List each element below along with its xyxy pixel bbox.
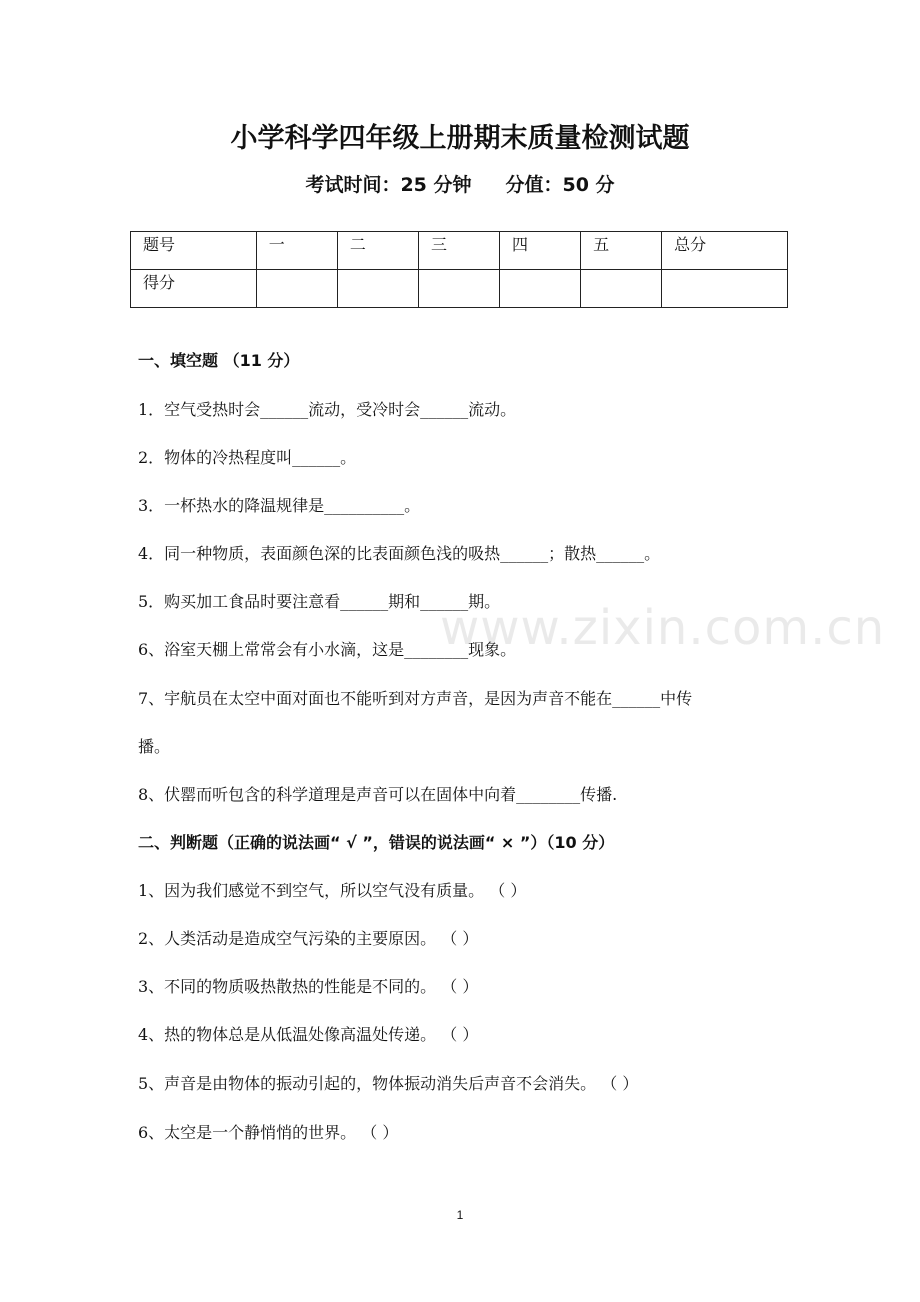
question: 5．购买加工食品时要注意看______期和______期。	[138, 592, 501, 611]
score-table-header-cell: 总分	[662, 232, 788, 270]
exam-info	[0, 170, 920, 197]
score-table	[130, 231, 788, 308]
question: 2．物体的冷热程度叫______。	[138, 448, 357, 467]
score-table-header-row	[131, 232, 788, 270]
score-table-header-cell: 二	[337, 232, 418, 270]
question: 1．空气受热时会______流动，受冷时会______流动。	[138, 400, 517, 419]
question: 4．同一种物质，表面颜色深的比表面颜色浅的吸热______；散热______。	[138, 544, 661, 563]
question: 1、因为我们感觉不到空气，所以空气没有质量。 （ ）	[138, 881, 527, 900]
score-table-header-cell: 题号	[131, 232, 257, 270]
question: 4、热的物体总是从低温处像高温处传递。 （ ）	[138, 1025, 479, 1044]
exam-score: 分值：50 分	[505, 174, 615, 196]
score-row-label: 得分	[131, 270, 257, 308]
score-cell	[581, 270, 662, 308]
question: 3．一杯热水的降温规律是__________。	[138, 496, 421, 515]
score-table-header-cell: 一	[256, 232, 337, 270]
question: 3、不同的物质吸热散热的性能是不同的。 （ ）	[138, 977, 479, 996]
score-cell	[256, 270, 337, 308]
score-cell	[418, 270, 499, 308]
score-table-header-cell: 三	[418, 232, 499, 270]
question: 7、宇航员在太空中面对面也不能听到对方声音，是因为声音不能在______中传	[138, 689, 693, 708]
page-number: 1	[456, 1208, 464, 1222]
watermark: www.zixin.com.cn	[440, 600, 886, 656]
score-cell	[662, 270, 788, 308]
section1-heading: 一、填空题 （11 分）	[138, 351, 300, 370]
question: 6、浴室天棚上常常会有小水滴，这是________现象。	[138, 640, 517, 659]
question: 2、人类活动是造成空气污染的主要原因。 （ ）	[138, 929, 479, 948]
section2-heading: 二、判断题（正确的说法画“ √ ”，错误的说法画“ × ”）（10 分）	[138, 833, 615, 852]
score-table-score-row	[131, 270, 788, 308]
score-table-header-cell: 五	[581, 232, 662, 270]
question-continuation: 播。	[138, 737, 171, 756]
question: 8、伏罂而听包含的科学道理是声音可以在固体中向着________传播.	[138, 785, 618, 804]
score-cell	[337, 270, 418, 308]
page-title: 小学科学四年级上册期末质量检测试题	[230, 123, 690, 154]
exam-time: 考试时间：25 分钟	[305, 174, 472, 196]
score-cell	[500, 270, 581, 308]
question: 5、声音是由物体的振动引起的，物体振动消失后声音不会消失。 （ ）	[138, 1074, 639, 1093]
question: 6、太空是一个静悄悄的世界。 （ ）	[138, 1123, 399, 1142]
score-table-header-cell: 四	[500, 232, 581, 270]
